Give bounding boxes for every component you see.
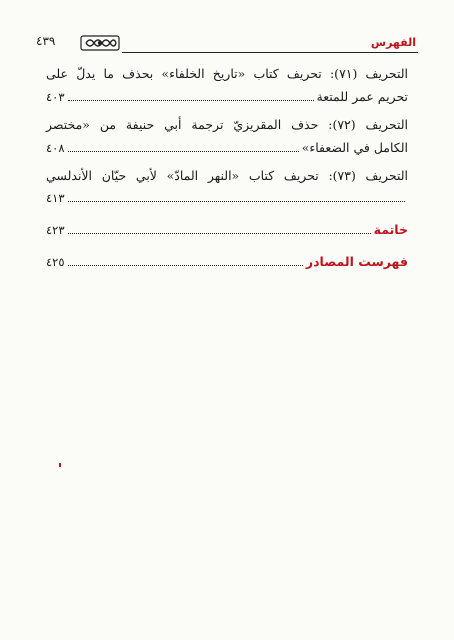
toc-entry-leader-line: [46, 187, 408, 210]
dot-leader: [68, 233, 371, 234]
decorative-ornament-icon: [80, 34, 120, 52]
toc-page-number: ٤٠٣: [46, 90, 65, 104]
toc-entry-leader-line: [46, 85, 408, 109]
toc-section-title: فهرست المصادر: [305, 254, 408, 269]
toc-entry-leader-line: [46, 136, 408, 160]
toc-entry-text: التحريف (٧٣): تحريف كتاب «النهر المادّ» لأبي حيّان الأندلسي: [46, 168, 408, 183]
toc-page-number: ٤٢٣: [46, 223, 65, 237]
toc-section-title: خاتمة: [373, 222, 408, 237]
dot-leader: [68, 151, 299, 152]
toc-entry-text-end: الكامل في الضعفاء»: [301, 140, 408, 155]
table-of-contents: [46, 62, 408, 278]
toc-entry[interactable]: [46, 164, 408, 210]
dot-leader: [68, 265, 303, 266]
toc-page-number: ٤١٣: [46, 191, 65, 205]
toc-entry[interactable]: [46, 62, 408, 109]
toc-entry-text-end: تحريم عمر للمتعة: [316, 89, 408, 104]
header-rule: [122, 52, 418, 53]
toc-entry-text: التحريف (٧١): تحريف كتاب «تاريخ الخلفاء» بحذف ما يدلّ على: [46, 66, 408, 81]
toc-page-number: ٤٠٨: [46, 141, 65, 155]
dot-leader: [68, 100, 314, 101]
stray-ink-mark: [59, 463, 61, 467]
page-number: ٤٣٩: [36, 34, 56, 48]
toc-section-conclusion[interactable]: [46, 218, 408, 242]
toc-page-number: ٤٢٥: [46, 255, 65, 269]
dot-leader: [68, 201, 405, 202]
toc-section-sources-index[interactable]: [46, 250, 408, 274]
toc-entry[interactable]: [46, 113, 408, 160]
page-header: [36, 34, 418, 56]
running-title: الفهرس: [370, 36, 416, 49]
toc-entry-text: التحريف (٧٢): حذف المقريزيّ ترجمة أبي حنيفة من «مختصر: [46, 117, 408, 132]
